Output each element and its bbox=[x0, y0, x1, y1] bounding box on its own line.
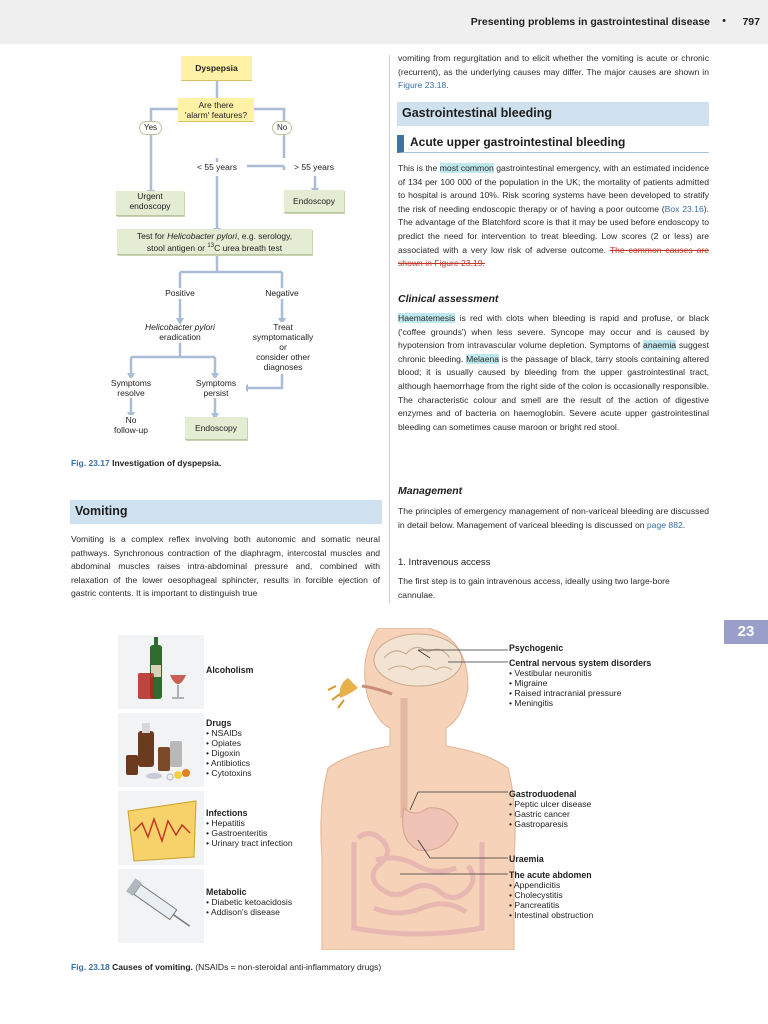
iv-access-paragraph: The first step is to gain intravenous access, ideally using two large-bore cannulae. bbox=[398, 576, 670, 600]
box-23-16-link[interactable]: Box 23.16 bbox=[664, 203, 704, 214]
flow-alarm-line2: 'alarm' features? bbox=[184, 110, 248, 120]
drugs-item: • Cytotoxins bbox=[206, 768, 252, 778]
infections-label bbox=[206, 808, 293, 848]
acute-abdomen-item: • Appendicitis bbox=[509, 880, 593, 890]
metabolic-title: Metabolic bbox=[206, 887, 247, 897]
flow-test-line1 bbox=[117, 231, 312, 241]
flow-test-line2 bbox=[117, 241, 312, 253]
cns-label bbox=[509, 658, 651, 708]
syringe-image bbox=[118, 869, 204, 943]
cns-item: • Raised intracranial pressure bbox=[509, 688, 651, 698]
flow-alarm-line1: Are there bbox=[198, 100, 234, 110]
cont-para-text: vomiting from regurgitation and to elicit whether the vomiting is acute or chronic (recurrent), as the underlying causes may differ. The major causes are shown in bbox=[398, 53, 709, 77]
flow-nofollow-line2: follow-up bbox=[113, 425, 149, 435]
management-paragraph bbox=[398, 505, 709, 532]
flow-yes-pill: Yes bbox=[139, 121, 162, 135]
gastroduodenal-list bbox=[509, 799, 591, 829]
drugs-item: • Digoxin bbox=[206, 748, 252, 758]
flow-treat-line4: consider other bbox=[256, 352, 310, 362]
flow-symptoms-resolve bbox=[100, 378, 162, 398]
upper-gi-paragraph bbox=[398, 162, 709, 271]
gastroduodenal-label bbox=[509, 789, 591, 829]
metabolic-label bbox=[206, 887, 292, 917]
flow-positive: Positive bbox=[150, 288, 210, 298]
drugs-item: • Antibiotics bbox=[206, 758, 252, 768]
flow-hp-line1: Helicobacter pylori bbox=[145, 322, 215, 332]
gi-bleeding-heading: Gastrointestinal bleeding bbox=[397, 102, 709, 126]
flow-urgent-line1: Urgent bbox=[137, 191, 163, 201]
flow-dyspepsia-box bbox=[181, 56, 252, 81]
ca-text-b: suggest chronic bleeding. bbox=[398, 340, 709, 364]
cont-para-end: . bbox=[446, 80, 449, 91]
ugi-highlight: most common bbox=[439, 163, 494, 173]
drugs-item: • Opiates bbox=[206, 738, 252, 748]
mgmt-text-a: The principles of emergency management of non-variceal bleeding are discussed in detail below. Management of variceal bleeding is discussed on bbox=[398, 506, 709, 530]
flow-treat-line1: Treat bbox=[273, 322, 293, 332]
ca-text-a: is red with clots when bleeding is rapid and profuse, or black ('coffee grounds') when less severe. Syncope may occur and is caused by hypotension from intravascular volume depletion. Symptoms of bbox=[398, 313, 709, 351]
gastroduodenal-item: • Gastroparesis bbox=[509, 819, 591, 829]
flow-persist-line2: persist bbox=[203, 388, 229, 398]
flow-gt55: > 55 years bbox=[286, 162, 342, 172]
alcohol-bottles-image bbox=[118, 635, 204, 709]
cns-item: • Vestibular neuronitis bbox=[509, 668, 651, 678]
flow-symptoms-persist bbox=[186, 378, 246, 398]
flow-test-box bbox=[117, 229, 312, 255]
flow-treat-line5: diagnoses bbox=[263, 362, 303, 372]
flow-endoscopy-label: Endoscopy bbox=[292, 196, 336, 206]
running-header-title: Presenting problems in gastrointestinal disease bbox=[470, 16, 710, 28]
fig-23-17-number: Fig. 23.17 bbox=[71, 458, 110, 468]
fig-23-17-title: Investigation of dyspepsia. bbox=[112, 458, 222, 468]
flow-hp-eradication bbox=[122, 322, 238, 342]
psychogenic-title: Psychogenic bbox=[509, 643, 564, 653]
vomiting-heading: Vomiting bbox=[70, 500, 382, 524]
figure-23-18-link[interactable]: Figure 23.18 bbox=[398, 80, 447, 91]
fig-23-18-number: Fig. 23.18 bbox=[71, 962, 110, 972]
vomiting-paragraph: Vomiting is a complex reflex involving both autonomic and somatic neural pathways. Synchronous contraction of the diaphragm, intercostal muscles and abdominal muscles raises intra-abdominal pressure and, combined with relaxation of the lower oesophageal sphincter, results in forcible ejection of gastric contents. It is important to distinguish true bbox=[71, 534, 380, 599]
acute-abdomen-label bbox=[509, 870, 593, 920]
acute-abdomen-item: • Intestinal obstruction bbox=[509, 910, 593, 920]
flow-test-text-a: Test for bbox=[136, 231, 168, 241]
acute-abdomen-list bbox=[509, 880, 593, 920]
fig-23-18-caption bbox=[71, 962, 381, 972]
drugs-title: Drugs bbox=[206, 718, 232, 728]
drugs-list bbox=[206, 728, 252, 778]
acute-abdomen-title: The acute abdomen bbox=[509, 870, 592, 880]
acute-abdomen-item: • Cholecystitis bbox=[509, 890, 593, 900]
upper-gi-bleeding-heading: Acute upper gastrointestinal bleeding bbox=[397, 135, 709, 153]
ca-highlight-haematemesis: Haematemesis bbox=[398, 313, 456, 323]
psychogenic-label bbox=[509, 643, 563, 653]
drugs-item: • NSAIDs bbox=[206, 728, 252, 738]
column-divider bbox=[389, 55, 390, 603]
ca-highlight-anaemia: anaemia bbox=[643, 340, 677, 351]
cns-list bbox=[509, 668, 651, 708]
metabolic-list bbox=[206, 897, 292, 917]
flow-urgent-line2: endoscopy bbox=[129, 201, 171, 211]
drug-bottles-image bbox=[118, 713, 204, 787]
ugi-struck-text: The common causes are shown in Figure 23.19. bbox=[398, 244, 709, 269]
ugi-text-a: This is the bbox=[398, 163, 440, 173]
management-heading: Management bbox=[398, 485, 463, 497]
infections-item: • Hepatitis bbox=[206, 818, 293, 828]
mgmt-text-b: . bbox=[682, 519, 686, 530]
flow-alarm-box bbox=[178, 98, 254, 122]
flow-treat bbox=[240, 322, 326, 372]
flow-test-hp-italic: Helicobacter pylori bbox=[167, 231, 238, 241]
alcoholism-title: Alcoholism bbox=[206, 665, 254, 675]
alcoholism-label bbox=[206, 665, 253, 675]
infections-item: • Gastroenteritis bbox=[206, 828, 293, 838]
fig-23-18-note: (NSAIDs = non-steroidal anti-inflammatory drugs) bbox=[195, 962, 382, 972]
iv-access-heading: 1. Intravenous access bbox=[398, 557, 491, 568]
flow-dyspepsia-label: Dyspepsia bbox=[195, 63, 238, 73]
ugi-text-b: gastrointestinal emergency, with an estimated incidence of 134 per 100 000 of the population in the UK; the mortality of patients admitted to hospital is around 10%. Risk scoring systems have been developed to stratify the risk of needing endoscopic therapy or of having a poor outcome ( bbox=[398, 163, 709, 214]
uraemia-title: Uraemia bbox=[509, 854, 544, 864]
flow-urgent-box bbox=[116, 191, 184, 216]
metabolic-item: • Diabetic ketoacidosis bbox=[206, 897, 292, 907]
clinical-assessment-paragraph bbox=[398, 312, 709, 434]
fever-chart-image bbox=[118, 791, 204, 865]
flow-no-pill: No bbox=[272, 121, 292, 135]
flow-test-text-c: stool antigen or bbox=[146, 242, 208, 253]
flow-nofollow-line1: No bbox=[125, 415, 137, 425]
flow-endoscopy2-box bbox=[185, 417, 247, 440]
header-bullet: • bbox=[722, 15, 726, 27]
metabolic-item: • Addison's disease bbox=[206, 907, 292, 917]
fig-23-17-caption bbox=[71, 458, 221, 468]
cns-item: • Migraine bbox=[509, 678, 651, 688]
gastroduodenal-item: • Peptic ulcer disease bbox=[509, 799, 591, 809]
flow-endoscopy2-label: Endoscopy bbox=[194, 423, 238, 433]
uraemia-label bbox=[509, 854, 544, 864]
flow-no-follow-up bbox=[100, 415, 162, 435]
flow-hp-line2: eradication bbox=[159, 332, 201, 342]
flow-treat-line3: or bbox=[279, 342, 287, 352]
flow-test-text-d: C urea breath test bbox=[214, 242, 283, 253]
chapter-tab: 23 bbox=[724, 620, 768, 644]
flow-persist-line1: Symptoms bbox=[195, 378, 237, 388]
ca-highlight-melaena: Melaena bbox=[466, 353, 500, 364]
cns-item: • Meningitis bbox=[509, 698, 651, 708]
flow-lt55: < 55 years bbox=[187, 162, 247, 172]
fig-23-18-title: Causes of vomiting. bbox=[112, 962, 193, 972]
vomiting-continued-paragraph bbox=[398, 52, 709, 93]
flow-resolve-line1: Symptoms bbox=[110, 378, 152, 388]
flow-test-superscript: 13 bbox=[207, 243, 215, 249]
gastroduodenal-item: • Gastric cancer bbox=[509, 809, 591, 819]
infections-item: • Urinary tract infection bbox=[206, 838, 293, 848]
drugs-label bbox=[206, 718, 252, 778]
flow-endoscopy-box bbox=[284, 190, 344, 213]
infections-list bbox=[206, 818, 293, 848]
flow-negative: Negative bbox=[252, 288, 312, 298]
infections-title: Infections bbox=[206, 808, 248, 818]
gastroduodenal-title: Gastroduodenal bbox=[509, 789, 577, 799]
clinical-assessment-heading: Clinical assessment bbox=[398, 293, 499, 305]
figure-leader-lines bbox=[300, 640, 520, 890]
acute-abdomen-item: • Pancreatitis bbox=[509, 900, 593, 910]
ca-text-c: is the passage of black, tarry stools containing altered blood; it is usually caused by bleeding from the upper gastrointestinal tract, although haemorrhage from the right side of the colon is occasionally responsible. The characteristic colour and smell are the result of the action of digestive enzymes and of bacteria on haemoglobin. Severe acute upper gastrointestinal bleeding can sometimes cause maroon or bright red stool. bbox=[398, 353, 709, 432]
flow-test-text-b: , e.g. serology, bbox=[237, 231, 293, 241]
flow-resolve-line2: resolve bbox=[117, 388, 145, 398]
page-882-link[interactable]: page 882 bbox=[646, 519, 683, 530]
flow-treat-line2: symptomatically bbox=[252, 332, 314, 342]
cns-title: Central nervous system disorders bbox=[509, 658, 652, 668]
ugi-text-c: ). The advantage of the Blatchford score is that it may be used before endoscopy to predict the need for intervention to treat bleeding. Low scores (2 or less) are associated with a very low risk of adverse outcome. bbox=[398, 203, 709, 255]
page-number: 797 bbox=[742, 16, 760, 28]
